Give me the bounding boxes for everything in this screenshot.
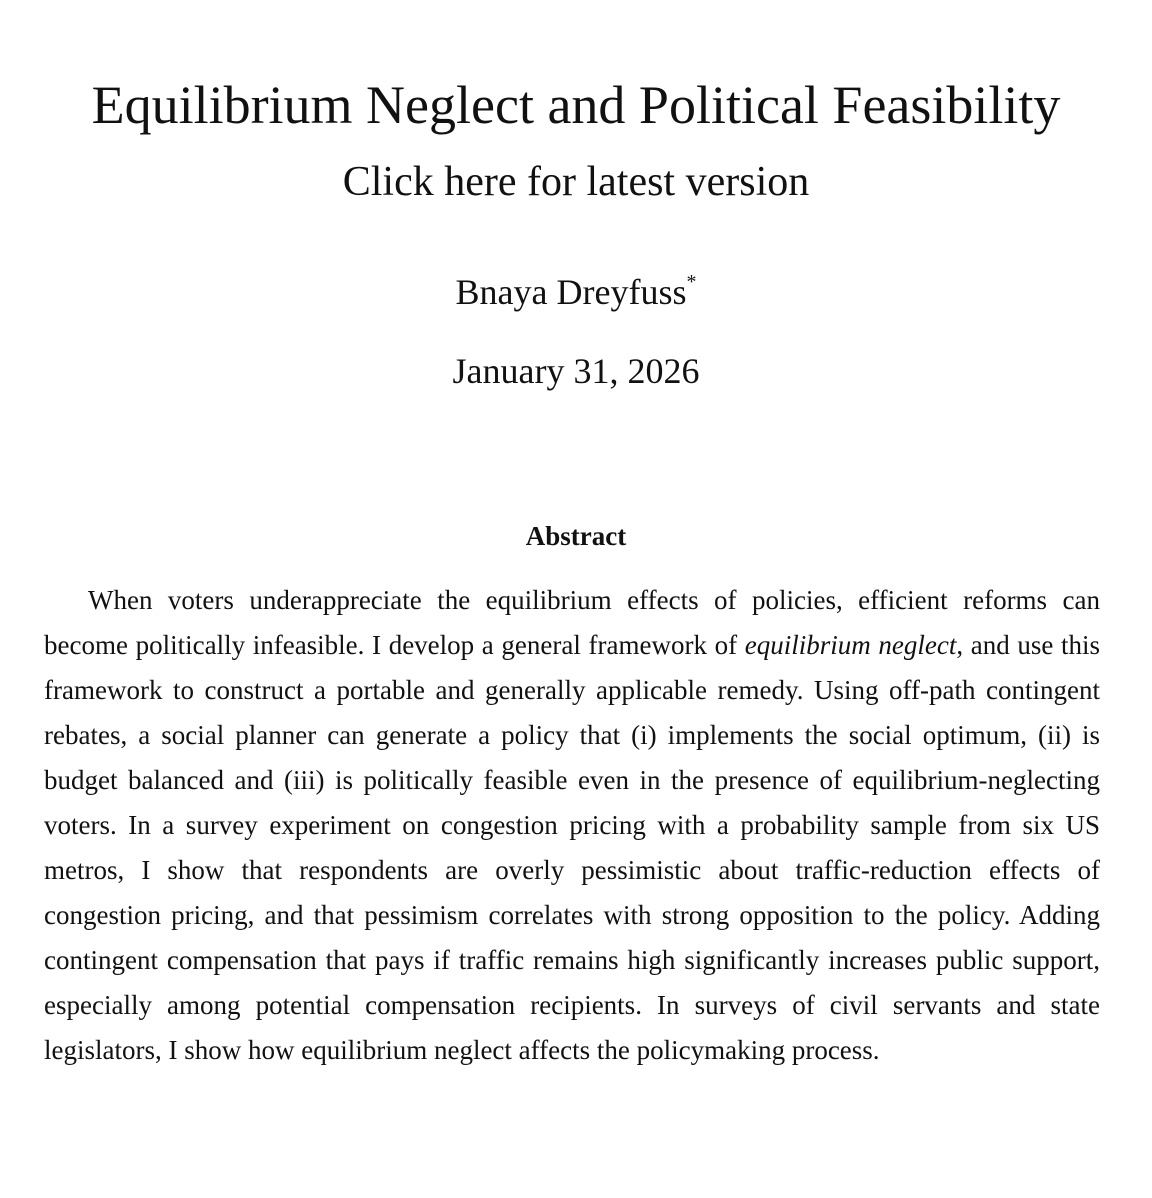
paper-date: January 31, 2026 (452, 351, 700, 391)
abstract-heading: Abstract (525, 521, 627, 551)
author-line (0, 268, 1152, 316)
author-footnote-mark[interactable]: * (686, 271, 697, 293)
abstract-text-part-1: When voters underappreciate the equilibrium effects of policies, efficient reforms can become politically infeasible. I develop a general framework of (44, 585, 1100, 660)
abstract-emphasis: equilibrium neglect (744, 630, 957, 660)
author-name: Bnaya Dreyfuss (455, 272, 687, 312)
abstract-text-part-2: , and use this framework to construct a portable and generally applicable remedy. Using off-path contingent rebates, a social planner can generate a policy that (i) implements the social optimum, (ii) is budget balanced and (iii) is politically feasible even in the presence of equilibrium-neglecting voters. In a survey experiment on congestion pricing with a probability sample from six US metros, I show that respondents are overly pessimistic about traffic-reduction effects of congestion pricing, and that pessimism correlates with strong opposition to the policy. Adding contingent compensation that pays if traffic remains high significantly increases public support, especially among potential compensation recipients. In surveys of civil servants and state legislators, I show how equilibrium neglect affects the policymaking process. (44, 630, 1100, 1065)
latest-version-link[interactable]: Click here for latest version (342, 159, 810, 205)
paper-title: Equilibrium Neglect and Political Feasibility (91, 75, 1061, 135)
abstract-text (44, 578, 1100, 1073)
